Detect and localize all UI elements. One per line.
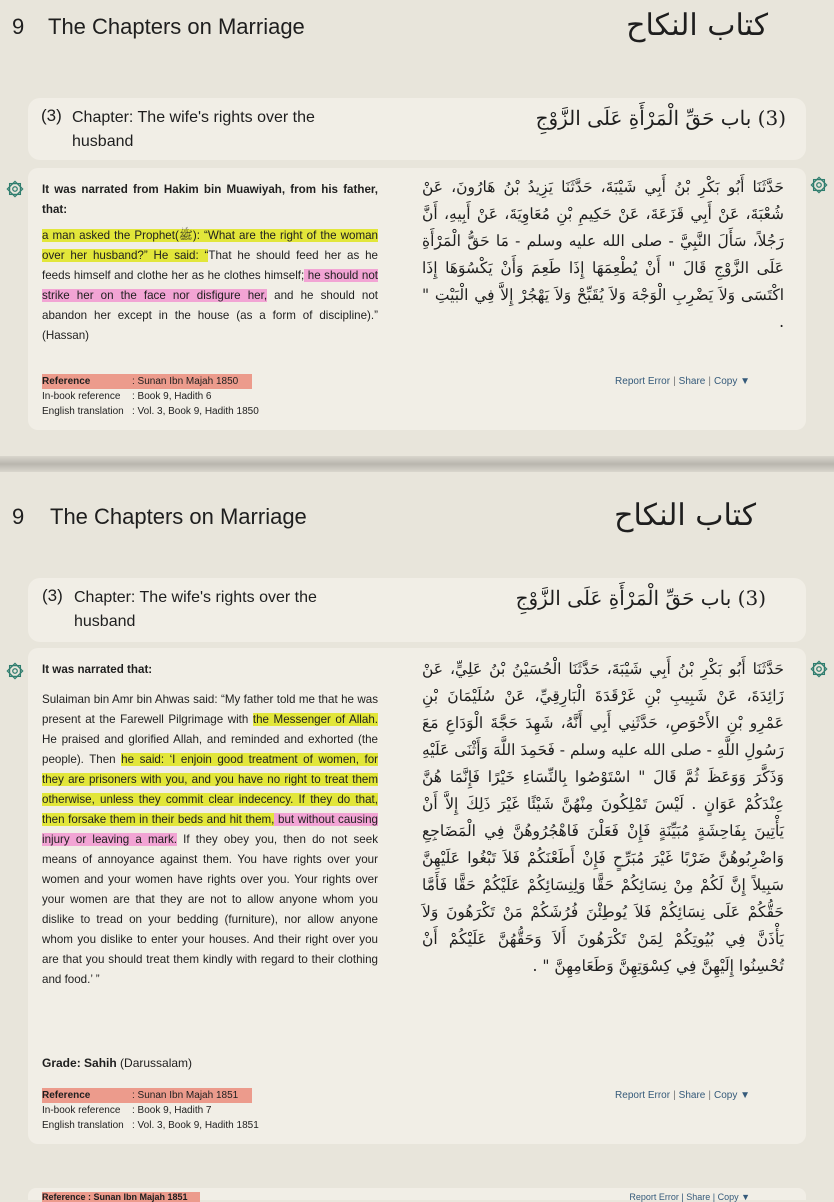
chapter-title: The Chapters on Marriage <box>50 504 307 529</box>
separator: | <box>673 376 676 387</box>
hadith-text: If they obey you, then do not seek means of annoyance against them. You have rights over your women and your women have rights over you. Your rights over your women are that they are not to allow anyone whom you dislike to tread on your bedding (furniture), nor allow anyone whom you dislike to enter your houses. And their right over you are that you should treat them kindly with regard to their clothing and food.’ ” <box>42 833 378 986</box>
subchapter-card <box>28 578 806 642</box>
inbook-reference-row: In-book reference : Book 9, Hadith 6 <box>42 391 212 402</box>
subchapter-number: (3) <box>41 106 62 125</box>
copy-dropdown[interactable]: Copy ▼ <box>713 376 750 387</box>
separator: | <box>708 1090 711 1101</box>
inbook-reference-row: In-book reference : Book 9, Hadith 7 <box>42 1105 212 1116</box>
hadith-text: Sulaiman bin Amr bin Ahwas said: “My father told me that he was present at the Farewell Pilgrimage with <box>42 693 378 726</box>
star-ornament-icon <box>810 660 828 678</box>
reference-row: Reference : Sunan Ibn Majah 1851 <box>42 1088 252 1103</box>
english-translation-row: English translation : Vol. 3, Book 9, Hadith 1851 <box>42 1120 259 1131</box>
subchapter-title: Chapter: The wife's rights over the husband <box>74 589 317 630</box>
hadith-text: That he should feed her as he feeds himself and clothe her as he clothes himself; <box>42 249 378 282</box>
share-link[interactable]: Share <box>678 376 706 387</box>
subchapter-number: (3) <box>42 586 63 605</box>
hadith-text: and he should not abandon her except in the house (as a form of discipline).” (Hassan) <box>42 289 378 342</box>
star-ornament-icon <box>6 662 24 680</box>
hadith-grade <box>42 1056 192 1070</box>
hadith-card <box>28 168 806 430</box>
hadith-text-highlight: but without causing injury or leaving a mark. <box>42 813 378 846</box>
chapter-number: 9 <box>12 504 25 529</box>
report-error-link[interactable]: Report Error <box>615 376 671 387</box>
next-hadith-card-partial <box>28 1188 806 1200</box>
subchapter-title-arabic: (3) باب حَقِّ الْمَرْأَةِ عَلَى الزَّوْجِ <box>535 106 786 130</box>
section-1 <box>0 0 834 456</box>
share-link[interactable]: Share <box>678 1090 706 1101</box>
separator: | <box>673 1090 676 1101</box>
chapter-title-arabic: كتاب النكاح <box>614 498 756 533</box>
reference-row-partial: Reference : Sunan Ibn Majah 1851 <box>42 1192 200 1202</box>
english-translation-row: English translation : Vol. 3, Book 9, Hadith 1850 <box>42 406 259 417</box>
subchapter-title: Chapter: The wife's rights over the husband <box>72 109 315 150</box>
chapter-header <box>0 0 834 50</box>
subchapter-title-arabic: (3) باب حَقِّ الْمَرْأَةِ عَلَى الزَّوْجِ <box>515 586 766 610</box>
hadith-actions-partial[interactable]: Report Error | Share | Copy ▼ <box>629 1192 750 1202</box>
chapter-title: The Chapters on Marriage <box>48 14 305 39</box>
hadith-text-highlight: he said: ‘I enjoin good treatment of women, for they are prisoners with you, and you have no right to treat them otherwise, unless they commit clear indecency. If they do that, then forsake them in their beds and hit them, <box>42 753 378 826</box>
star-ornament-icon <box>6 180 24 198</box>
hadith-text-highlight: a man asked the Prophet(ﷺ): “What are the right of the woman over her husband?” He said: “ <box>42 229 378 262</box>
separator: | <box>708 376 711 387</box>
grade-value: : Sahih <box>76 1056 117 1070</box>
copy-dropdown[interactable]: Copy ▼ <box>713 1090 750 1101</box>
hadith-text-highlight: the Messenger of Allah. <box>252 713 379 726</box>
screenshot-divider <box>0 456 834 472</box>
hadith-text-highlight: he should not strike her on the face nor disfigure her, <box>42 269 378 302</box>
star-ornament-icon <box>810 176 828 194</box>
subchapter-card <box>28 98 806 160</box>
hadith-text: He praised and glorified Allah, and reminded and exhorted (the people). Then <box>42 733 378 766</box>
hadith-references <box>42 374 259 419</box>
hadith-actions <box>615 1090 750 1101</box>
hadith-card <box>28 648 806 1144</box>
hadith-actions <box>615 376 750 387</box>
chapter-header <box>0 490 834 540</box>
reference-row: Reference : Sunan Ibn Majah 1850 <box>42 374 252 389</box>
report-error-link[interactable]: Report Error <box>615 1090 671 1101</box>
chapter-title-arabic: كتاب النكاح <box>626 8 768 43</box>
grade-source: (Darussalam) <box>116 1056 193 1070</box>
grade-label: Grade <box>42 1056 77 1070</box>
section-2 <box>0 472 834 1200</box>
hadith-english <box>42 660 378 990</box>
hadith-english <box>42 180 378 346</box>
hadith-arabic: حَدَّثَنَا أَبُو بَكْرِ بْنُ أَبِي شَيْبَةَ، حَدَّثَنَا الْحُسَيْنُ بْنُ عَلِيٍّ، عَنْ زَائِدَةَ، عَنْ شَبِيبِ بْنِ غَرْقَدَةَ الْبَارِقِيِّ، عَنْ سُلَيْمَانَ بْنِ عَمْرِو بْنِ الأَحْوَصِ، حَدَّثَنِي أَبِي أَنَّهُ، شَهِدَ حَجَّةَ الْوَدَاعِ مَعَ رَسُولِ اللَّهِ - صلى الله عليه وسلم - فَحَمِدَ اللَّهَ وَأَثْنَى عَلَيْهِ وَذَكَّرَ وَوَعَظَ ثُمَّ قَالَ " اسْتَوْصُوا بِالنِّسَاءِ خَيْرًا فَإِنَّمَا هُنَّ عِنْدَكُمْ عَوَانٍ . لَيْسَ تَمْلِكُونَ مِنْهُنَّ شَيْئًا غَيْرَ ذَلِكَ إِلاَّ أَنْ يَأْتِينَ بِفَاحِشَةٍ مُبَيِّنَةٍ فَإِنْ فَعَلْنَ فَاهْجُرُوهُنَّ فِي الْمَضَاجِعِ وَاضْرِبُوهُنَّ ضَرْبًا غَيْرَ مُبَرِّحٍ فَإِنْ أَطَعْنَكُمْ فَلاَ تَبْغُوا عَلَيْهِنَّ سَبِيلاً إِنَّ لَكُمْ مِنْ نِسَائِكُمْ حَقًّا وَلِنِسَائِكُمْ عَلَيْكُمْ حَقًّا فَأَمَّا حَقُّكُمْ عَلَى نِسَائِكُمْ فَلاَ يُوطِئْنَ فُرُشَكُمْ مَنْ تَكْرَهُونَ وَلاَ يَأْذَنَّ فِي بُيُوتِكُمْ لِمَنْ تَكْرَهُونَ أَلاَ وَحَقُّهُنَّ عَلَيْكُمْ أَنْ تُحْسِنُوا إِلَيْهِنَّ فِي كِسْوَتِهِنَّ وَطَعَامِهِنَّ " . <box>422 660 784 975</box>
hadith-references <box>42 1088 259 1133</box>
hadith-narrator: It was narrated from Hakim bin Muawiyah, from his father, that: <box>42 183 378 216</box>
chapter-number: 9 <box>12 14 25 39</box>
hadith-arabic: حَدَّثَنَا أَبُو بَكْرِ بْنُ أَبِي شَيْبَةَ، حَدَّثَنَا يَزِيدُ بْنُ هَارُونَ، عَنْ شُعْبَةَ، عَنْ أَبِي قَزَعَةَ، عَنْ حَكِيمِ بْنِ مُعَاوِيَةَ، عَنْ أَبِيهِ، أَنَّ رَجُلاً، سَأَلَ النَّبِيَّ - صلى الله عليه وسلم - مَا حَقُّ الْمَرْأَةِ عَلَى الزَّوْجِ قَالَ " أَنْ يُطْعِمَهَا إِذَا طَعِمَ وَأَنْ يَكْسُوَهَا إِذَا اكْتَسَى وَلاَ يَضْرِبِ الْوَجْهَ وَلاَ يُقَبِّحْ وَلاَ يَهْجُرْ إِلاَّ فِي الْبَيْتِ " . <box>422 178 784 331</box>
hadith-narrator: It was narrated that: <box>42 663 153 676</box>
